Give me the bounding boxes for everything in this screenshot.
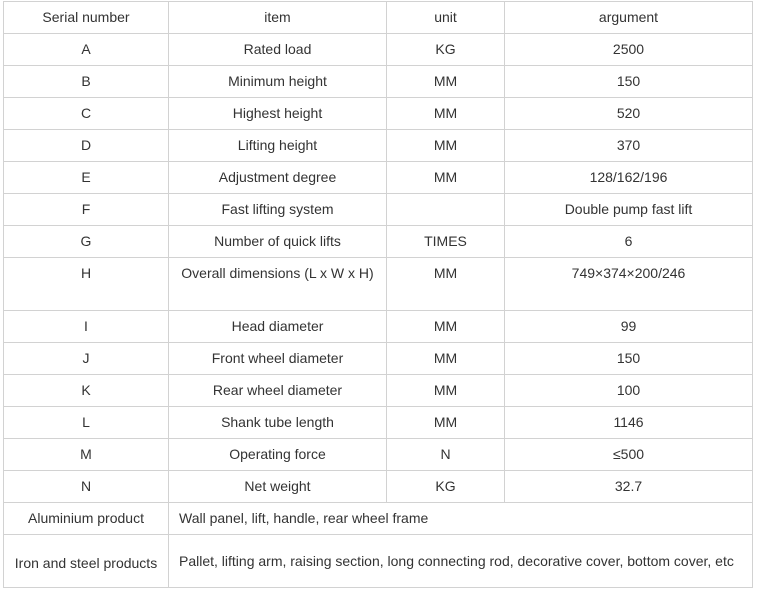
argument-cell: 6 [505, 226, 753, 258]
argument-cell: 370 [505, 130, 753, 162]
serial-cell: J [4, 343, 169, 375]
table-row [4, 343, 753, 375]
item-cell: Front wheel diameter [169, 343, 387, 375]
table-row [4, 311, 753, 343]
item-cell: Rated load [169, 34, 387, 66]
serial-cell: H [4, 258, 169, 311]
unit-cell: MM [387, 130, 505, 162]
argument-cell: 150 [505, 66, 753, 98]
item-cell: Head diameter [169, 311, 387, 343]
item-cell: Rear wheel diameter [169, 375, 387, 407]
table-row [4, 130, 753, 162]
item-cell: Number of quick lifts [169, 226, 387, 258]
header-unit: unit [387, 2, 505, 34]
item-cell: Net weight [169, 471, 387, 503]
serial-cell: D [4, 130, 169, 162]
serial-cell: A [4, 34, 169, 66]
material-label: Aluminium product [4, 503, 169, 535]
argument-cell: 128/162/196 [505, 162, 753, 194]
argument-cell: 2500 [505, 34, 753, 66]
serial-cell: G [4, 226, 169, 258]
header-argument: argument [505, 2, 753, 34]
serial-cell: I [4, 311, 169, 343]
argument-cell: 32.7 [505, 471, 753, 503]
unit-cell: MM [387, 407, 505, 439]
unit-cell: MM [387, 311, 505, 343]
table-row [4, 439, 753, 471]
item-cell: Minimum height [169, 66, 387, 98]
header-item: item [169, 2, 387, 34]
unit-cell [387, 194, 505, 226]
spec-table [3, 1, 753, 588]
table-row [4, 258, 753, 311]
item-cell: Shank tube length [169, 407, 387, 439]
serial-cell: C [4, 98, 169, 130]
header-row [4, 2, 753, 34]
argument-cell: 150 [505, 343, 753, 375]
unit-cell: KG [387, 34, 505, 66]
argument-cell: 100 [505, 375, 753, 407]
item-cell: Lifting height [169, 130, 387, 162]
unit-cell: MM [387, 98, 505, 130]
serial-cell: E [4, 162, 169, 194]
serial-cell: N [4, 471, 169, 503]
unit-cell: MM [387, 66, 505, 98]
argument-cell: 520 [505, 98, 753, 130]
unit-cell: MM [387, 375, 505, 407]
materials-row-aluminium [4, 503, 753, 535]
table-row [4, 471, 753, 503]
argument-cell: 749×374×200/246 [505, 258, 753, 311]
item-cell: Operating force [169, 439, 387, 471]
header-serial-number: Serial number [4, 2, 169, 34]
argument-cell: Double pump fast lift [505, 194, 753, 226]
unit-cell: MM [387, 162, 505, 194]
table-row [4, 226, 753, 258]
argument-cell: 99 [505, 311, 753, 343]
item-cell: Fast lifting system [169, 194, 387, 226]
unit-cell: KG [387, 471, 505, 503]
serial-cell: K [4, 375, 169, 407]
material-value: Pallet, lifting arm, raising section, long connecting rod, decorative cover, bottom cover, etc [169, 535, 753, 588]
unit-cell: MM [387, 343, 505, 375]
item-cell: Adjustment degree [169, 162, 387, 194]
serial-cell: B [4, 66, 169, 98]
table-row [4, 98, 753, 130]
serial-cell: L [4, 407, 169, 439]
material-label: Iron and steel products [4, 535, 169, 588]
unit-cell: MM [387, 258, 505, 311]
item-cell: Overall dimensions (L x W x H) [169, 258, 387, 311]
table-row [4, 34, 753, 66]
materials-row-iron-steel [4, 535, 753, 588]
unit-cell: TIMES [387, 226, 505, 258]
unit-cell: N [387, 439, 505, 471]
table-row [4, 162, 753, 194]
argument-cell: ≤500 [505, 439, 753, 471]
table-row [4, 194, 753, 226]
serial-cell: F [4, 194, 169, 226]
serial-cell: M [4, 439, 169, 471]
table-row [4, 66, 753, 98]
table-row [4, 407, 753, 439]
argument-cell: 1146 [505, 407, 753, 439]
item-cell: Highest height [169, 98, 387, 130]
material-value: Wall panel, lift, handle, rear wheel frame [169, 503, 753, 535]
table-row [4, 375, 753, 407]
